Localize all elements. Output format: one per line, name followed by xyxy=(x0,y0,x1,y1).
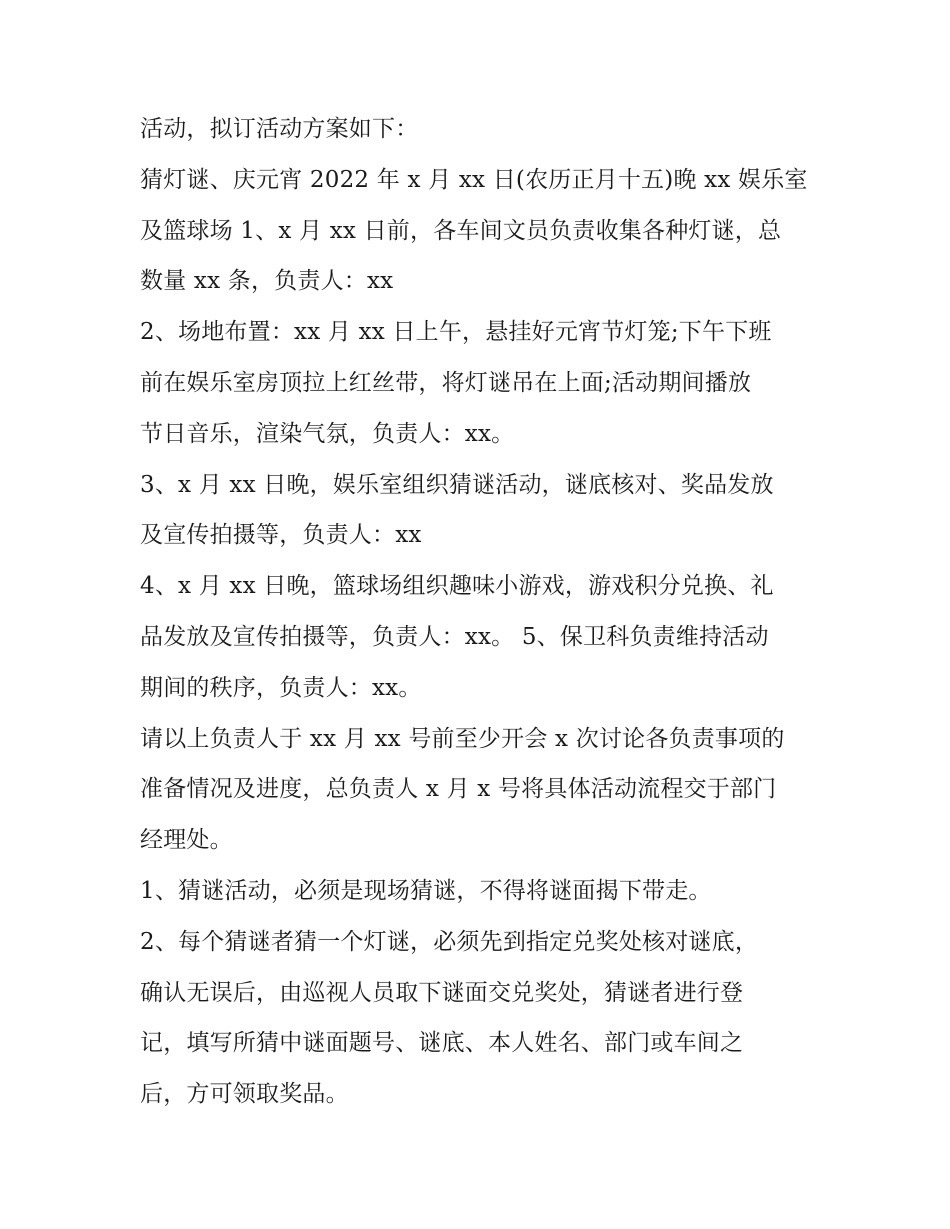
text-line: 2、场地布置：xx 月 xx 日上午，悬挂好元宵节灯笼;下午下班 xyxy=(140,319,772,346)
text-line: 1、猜谜活动，必须是现场猜谜，不得将谜面揭下带走。 xyxy=(140,877,712,904)
text-line: 2、每个猜谜者猜一个灯谜，必须先到指定兑奖处核对谜底， xyxy=(140,928,759,955)
text-line: 经理处。 xyxy=(140,827,233,854)
text-line: 及宣传拍摄等，负责人：xx xyxy=(140,522,422,549)
text-line: 4、x 月 xx 日晚，篮球场组织趣味小游戏，游戏积分兑换、礼 xyxy=(140,573,774,600)
text-line: 节日音乐，渲染气氛，负责人：xx。 xyxy=(140,420,515,447)
text-line: 品发放及宣传拍摄等，负责人：xx。 5、保卫科负责维持活动 xyxy=(140,623,769,650)
text-line: 猜灯谜、庆元宵 2022 年 x 月 xx 日(农历正月十五)晚 xx 娱乐室 xyxy=(140,166,808,193)
document-body xyxy=(140,104,820,1120)
text-line: 3、x 月 xx 日晚，娱乐室组织猜谜活动，谜底核对、奖品发放 xyxy=(140,471,774,498)
text-line: 记，填写所猜中谜面题号、谜底、本人姓名、部门或车间之 xyxy=(140,1030,744,1057)
text-line: 及篮球场 1、x 月 xx 日前，各车间文员负责收集各种灯谜，总 xyxy=(140,217,782,244)
text-line: 后，方可领取奖品。 xyxy=(140,1081,349,1108)
text-line: 确认无误后，由巡视人员取下谜面交兑奖处，猜谜者进行登 xyxy=(140,979,744,1006)
text-line: 请以上负责人于 xx 月 xx 号前至少开会 x 次讨论各负责事项的 xyxy=(140,725,785,752)
text-line: 活动，拟订活动方案如下： xyxy=(140,116,419,142)
text-line: 数量 xx 条，负责人：xx xyxy=(140,268,394,295)
text-line: 准备情况及进度，总负责人 x 月 x 号将具体活动流程交于部门 xyxy=(140,776,777,803)
text-line: 期间的秩序，负责人：xx。 xyxy=(140,674,422,701)
text-line: 前在娱乐室房顶拉上红丝带，将灯谜吊在上面;活动期间播放 xyxy=(140,369,752,396)
